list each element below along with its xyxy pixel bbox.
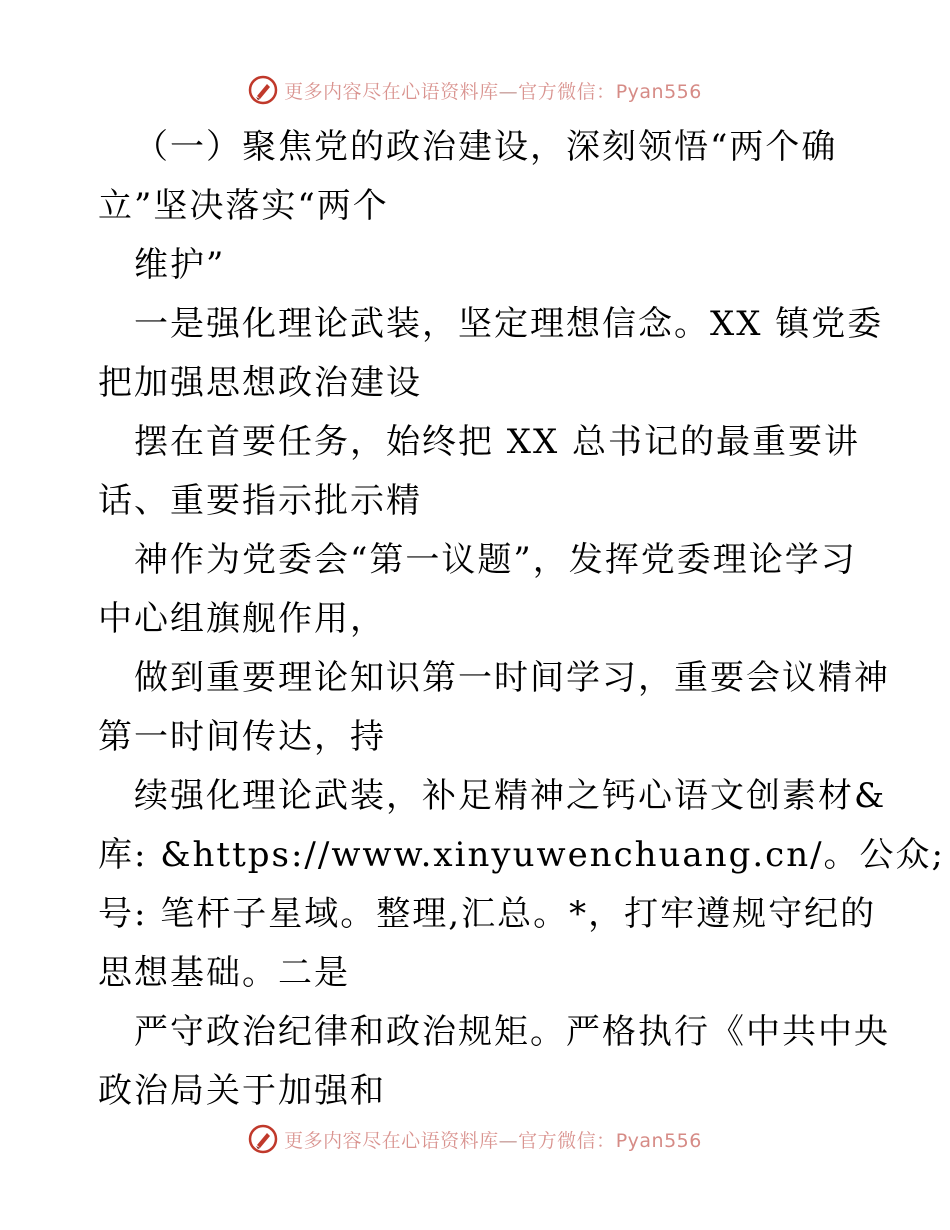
paragraph-line: 神作为党委会“第一议题”，发挥党委理论学习 bbox=[134, 540, 857, 580]
document-body bbox=[98, 118, 946, 1121]
paragraph-line: 摆在首要任务，始终把 XX 总书记的最重要讲 bbox=[134, 422, 861, 462]
paragraph-line: 话、重要指示批示精 bbox=[98, 481, 422, 521]
paragraph-line: 立”坚决落实“两个 bbox=[98, 186, 389, 226]
watermark-text: 更多内容尽在心语资料库—官方微信：Pyan556 bbox=[284, 1129, 702, 1152]
paragraph-line: 维护” bbox=[134, 245, 226, 285]
pen-circle-logo-icon bbox=[248, 1124, 278, 1154]
paragraph-line: 库: &https://www.xinyuwenchuang.cn/。公众; bbox=[98, 835, 946, 875]
footer-watermark bbox=[0, 1122, 950, 1156]
paragraph-line: 一是强化理论武装，坚定理想信念。XX 镇党委 bbox=[134, 304, 884, 344]
pen-circle-logo-icon bbox=[248, 75, 278, 105]
paragraph-line: 第一时间传达，持 bbox=[98, 717, 386, 757]
paragraph-line: 号: 笔杆子星域。整理,汇总。*，打牢遵规守纪的 bbox=[98, 894, 877, 934]
paragraph-line: 思想基础。二是 bbox=[98, 953, 350, 993]
paragraph-line: 做到重要理论知识第一时间学习，重要会议精神 bbox=[134, 658, 890, 698]
paragraph-line: （一）聚焦党的政治建设，深刻领悟“两个确 bbox=[134, 127, 838, 167]
paragraph-line: 政治局关于加强和 bbox=[98, 1071, 386, 1111]
paragraph-line: 续强化理论武装，补足精神之钙心语文创素材& bbox=[134, 776, 887, 816]
paragraph-line: 严守政治纪律和政治规矩。严格执行《中共中央 bbox=[134, 1012, 890, 1052]
paragraph-line: 中心组旗舰作用， bbox=[98, 599, 386, 639]
header-watermark bbox=[0, 73, 950, 107]
paragraph-line: 把加强思想政治建设 bbox=[98, 363, 422, 403]
watermark-text: 更多内容尽在心语资料库—官方微信：Pyan556 bbox=[284, 80, 702, 103]
